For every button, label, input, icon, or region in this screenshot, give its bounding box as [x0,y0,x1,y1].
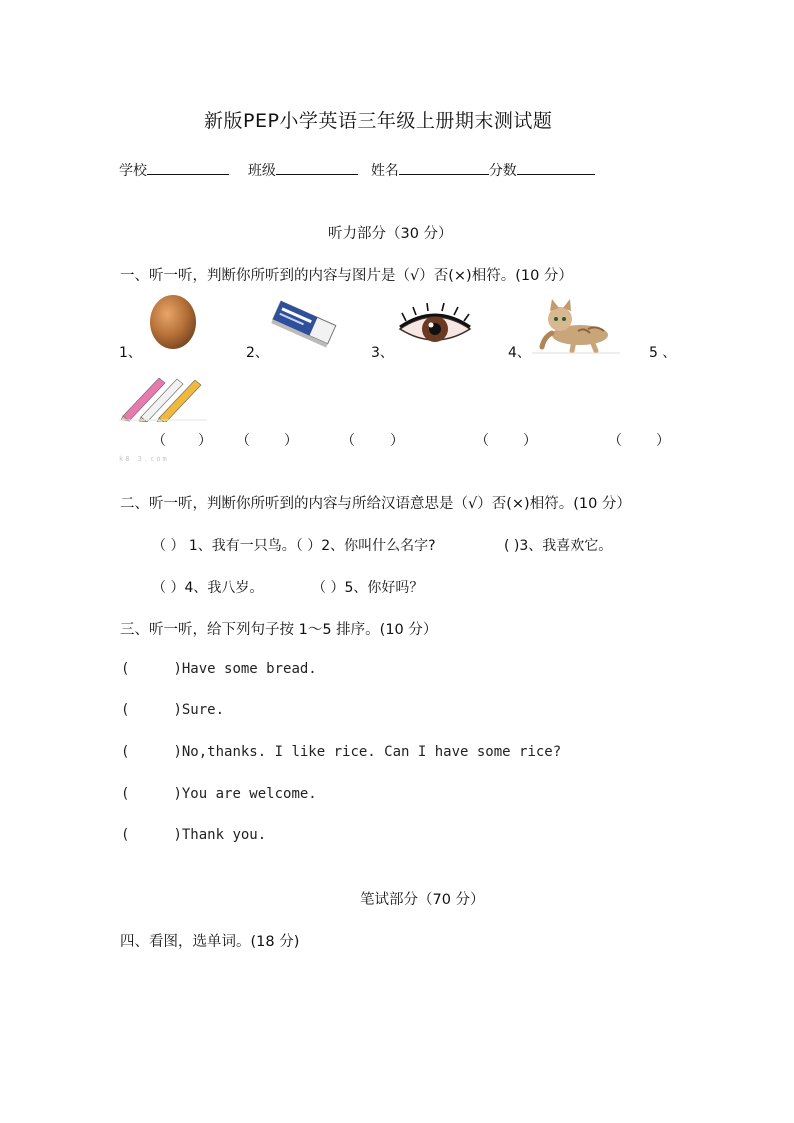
class-label: 班级 [247,163,276,179]
page-title: 新版PEP小学英语三年级上册期末测试题 [204,110,553,132]
info-line [119,160,595,180]
order-bracket: ( [121,702,130,718]
answer-close-5: ） [656,433,670,449]
answer-open-4: （ [475,433,489,449]
order-item: ( )No,thanks. I like rice. Can I have some rice? [121,744,562,760]
order-item: ( )Sure. [121,702,225,718]
answer-open-5: （ [608,433,622,449]
section2-row1-b: ( )3、我喜欢它。 [504,538,613,554]
order-bracket: ( [121,786,130,802]
cat-icon [530,297,622,355]
order-item: ( )Thank you. [121,827,267,843]
section2-row2-b: （ ）5、你好吗？ [312,580,424,596]
item-number-4: 4、 [508,345,531,361]
item-number-3: 3、 [371,345,394,361]
score-label: 分数 [488,163,517,179]
answer-open-3: （ [341,433,355,449]
answer-close-4: ） [523,433,537,449]
section2-row1-a: （ ） 1、我有一只鸟。（ ）2、你叫什么名字? [152,538,436,554]
eye-icon [396,303,474,353]
score-field[interactable] [517,160,595,175]
order-item: ( )Have some bread. [121,661,317,677]
answer-close-3: ） [390,433,404,449]
order-item-text: You are welcome. [181,786,317,802]
eraser-icon [268,292,338,354]
name-field[interactable] [399,160,489,175]
school-label: 学校 [119,163,147,179]
egg-icon [146,293,202,353]
order-item-text: No,thanks. I like rice. Can I have some rice? [181,744,562,760]
section3-heading: 三、听一听，给下列句子按 1～5 排序。(10 分） [120,622,438,638]
school-field[interactable] [147,160,229,175]
order-item-text: Have some bread. [181,661,317,677]
section2-heading: 二、听一听，判断你所听到的内容与所给汉语意思是（√）否(×)相符。(10 分） [120,496,631,512]
item-number-2: 2、 [246,345,269,361]
answer-close-2: ） [284,433,298,449]
order-item: ( )You are welcome. [121,786,317,802]
section2-row2-a: （ ）4、我八岁。 [152,580,264,596]
answer-open-1: （ [152,433,166,449]
written-header: 笔试部分（70 分） [360,892,485,908]
watermark: k8 3.com [119,455,169,463]
item-number-1: 1、 [119,345,142,361]
order-bracket: ( [121,661,130,677]
order-item-text: Thank you. [181,827,267,843]
item-number-5: 5 、 [649,345,677,361]
section1-heading: 一、听一听，判断你所听到的内容与图片是（√）否(×)相符。(10 分） [120,268,573,284]
section4-heading: 四、看图，选单词。(18 分) [120,934,300,950]
answer-open-2: （ [236,433,250,449]
pencils-icon [119,372,209,422]
listening-header: 听力部分（30 分） [328,226,453,242]
answer-close-1: ） [198,433,212,449]
order-bracket: ( [121,744,130,760]
order-bracket: ( [121,827,130,843]
order-item-text: Sure. [181,702,225,718]
class-field[interactable] [276,160,358,175]
name-label: 姓名 [370,163,399,179]
